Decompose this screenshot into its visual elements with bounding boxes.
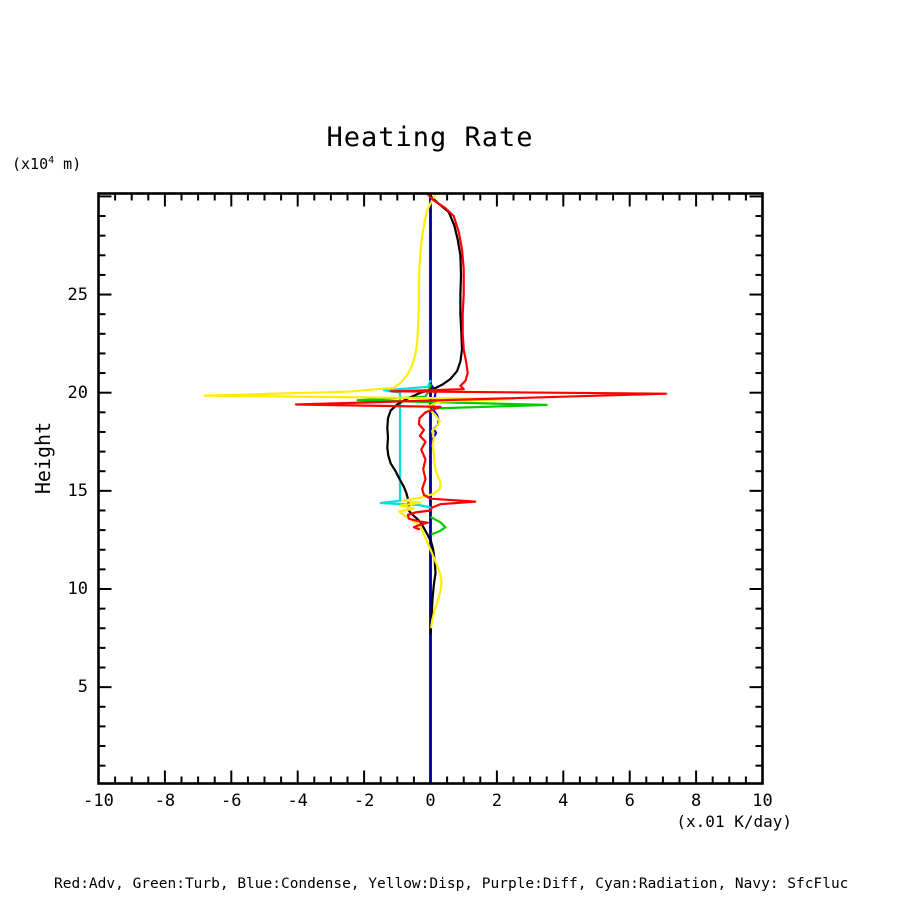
series-line-adv — [296, 194, 666, 529]
y-unit-exponent: 4 — [48, 155, 55, 166]
y-tick-label-20: 20 — [67, 382, 88, 403]
x-tick-label--6: -6 — [221, 791, 242, 811]
x-tick-label-6: 6 — [624, 791, 635, 811]
series-line-disp — [205, 194, 514, 627]
y-axis-title: Height — [31, 421, 55, 495]
series-line-turb — [431, 517, 445, 534]
data-series — [205, 194, 667, 783]
y-tick-label-5: 5 — [77, 677, 88, 698]
y-tick-label-25: 25 — [67, 284, 88, 305]
x-axis-unit-label: (x.01 K/day) — [676, 812, 792, 831]
legend-text: Red:Adv, Green:Turb, Blue:Condense, Yellow:Disp, Purple:Diff, Cyan:Radiation, Navy: SfcFluc — [54, 876, 849, 892]
y-unit-prefix: (x10 — [12, 155, 49, 173]
chart-title: Heating Rate — [326, 122, 534, 153]
x-tick-label--10: -10 — [83, 791, 114, 811]
x-tick-label--4: -4 — [287, 791, 308, 811]
y-tick-label-10: 10 — [67, 579, 88, 599]
x-tick-label-2: 2 — [491, 791, 503, 811]
x-tick-label--8: -8 — [154, 791, 176, 811]
y-tick-label-15: 15 — [67, 480, 88, 501]
x-tick-label--2: -2 — [353, 791, 375, 811]
x-tick-label-0: 0 — [425, 791, 436, 811]
x-tick-label-8: 8 — [690, 791, 702, 811]
x-tick-label-4: 4 — [558, 791, 569, 811]
x-tick-label-10: 10 — [752, 791, 773, 811]
y-unit-suffix: m) — [54, 155, 82, 173]
y-axis-unit-label — [12, 155, 81, 173]
